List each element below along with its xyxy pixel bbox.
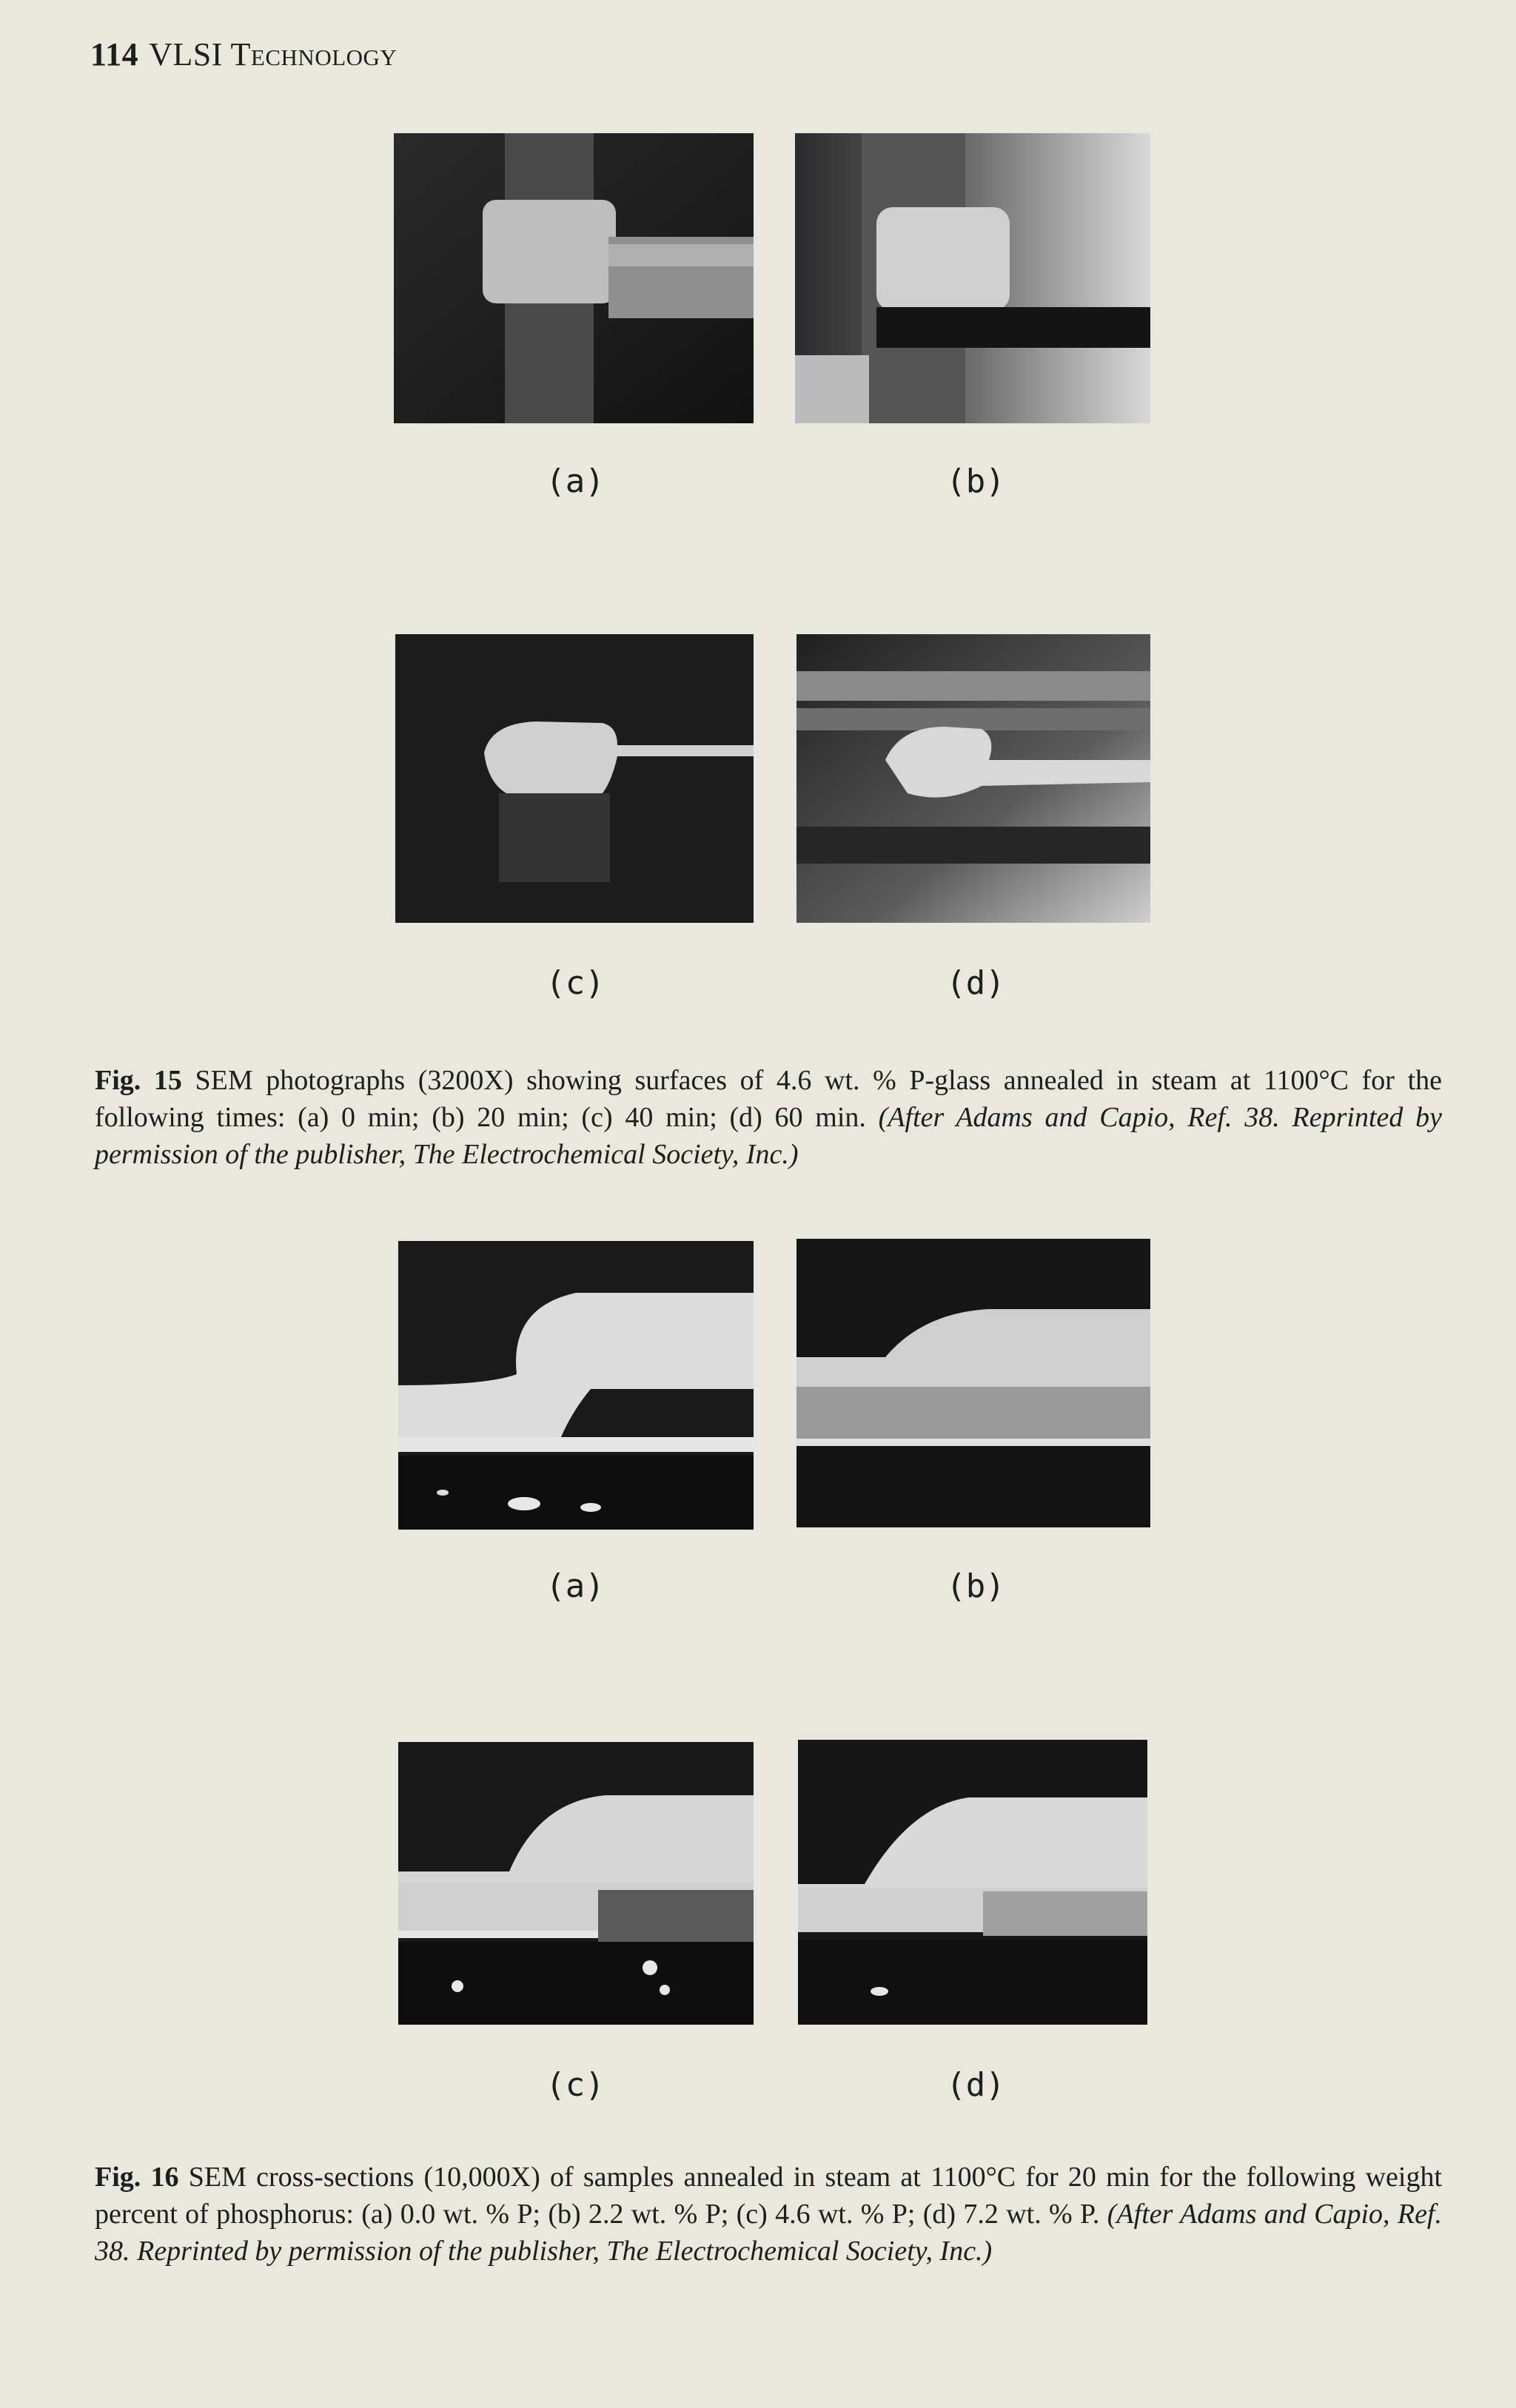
fig16-caption-text: SEM cross-sections (10,000X) of samples annealed in steam at 1100°C for 20 min for the following weight percent of phosphorus: (a) 0.0 wt. % P; (b) 2.2 wt. % P; (c) 4.6 wt. % P; (d) 7.2 wt. % P. xyxy=(95,2162,1443,2230)
fig16-photo-b xyxy=(796,1239,1150,1527)
fig15-label-c: (c) xyxy=(546,964,605,1002)
fig16-photo-a xyxy=(398,1241,754,1530)
fig15-photo-d xyxy=(796,634,1150,923)
fig16-photo-d xyxy=(798,1740,1147,2025)
fig16-label-a: (a) xyxy=(546,1567,605,1605)
fig15-label-b: (b) xyxy=(946,463,1005,500)
fig15-label-a: (a) xyxy=(546,463,605,500)
fig16-label-d: (d) xyxy=(946,2066,1005,2104)
fig15-caption xyxy=(95,1062,1442,1173)
fig15-photo-b xyxy=(795,133,1150,423)
fig15-caption-credit: (After Adams and Capio, Ref. 38. Reprinted by permission of the publisher, The Electrochemical Society, Inc.) xyxy=(95,1102,1442,1170)
fig16-label-b: (b) xyxy=(946,1567,1005,1605)
running-header xyxy=(90,36,397,73)
fig15-caption-label: Fig. 15 xyxy=(95,1065,182,1096)
fig16-caption-label: Fig. 16 xyxy=(95,2162,179,2193)
running-title: VLSI Technology xyxy=(149,36,398,73)
page-number: 114 xyxy=(90,36,139,73)
fig16-photo-c xyxy=(398,1742,754,2025)
fig15-label-d: (d) xyxy=(946,964,1005,1002)
fig16-label-c: (c) xyxy=(546,2066,605,2104)
fig15-photo-c xyxy=(395,634,754,923)
fig15-photo-a xyxy=(394,133,754,423)
fig16-caption-credit: (After Adams and Capio, Ref. 38. Reprinted by permission of the publisher, The Electrochemical Society, Inc.) xyxy=(95,2199,1442,2267)
fig15-caption-text: SEM photographs (3200X) showing surfaces of 4.6 wt. % P-glass annealed in steam at 1100°C for the following times: (a) 0 min; (b) 20 min; (c) 40 min; (d) 60 min. xyxy=(95,1065,1442,1133)
fig16-caption xyxy=(95,2159,1442,2270)
